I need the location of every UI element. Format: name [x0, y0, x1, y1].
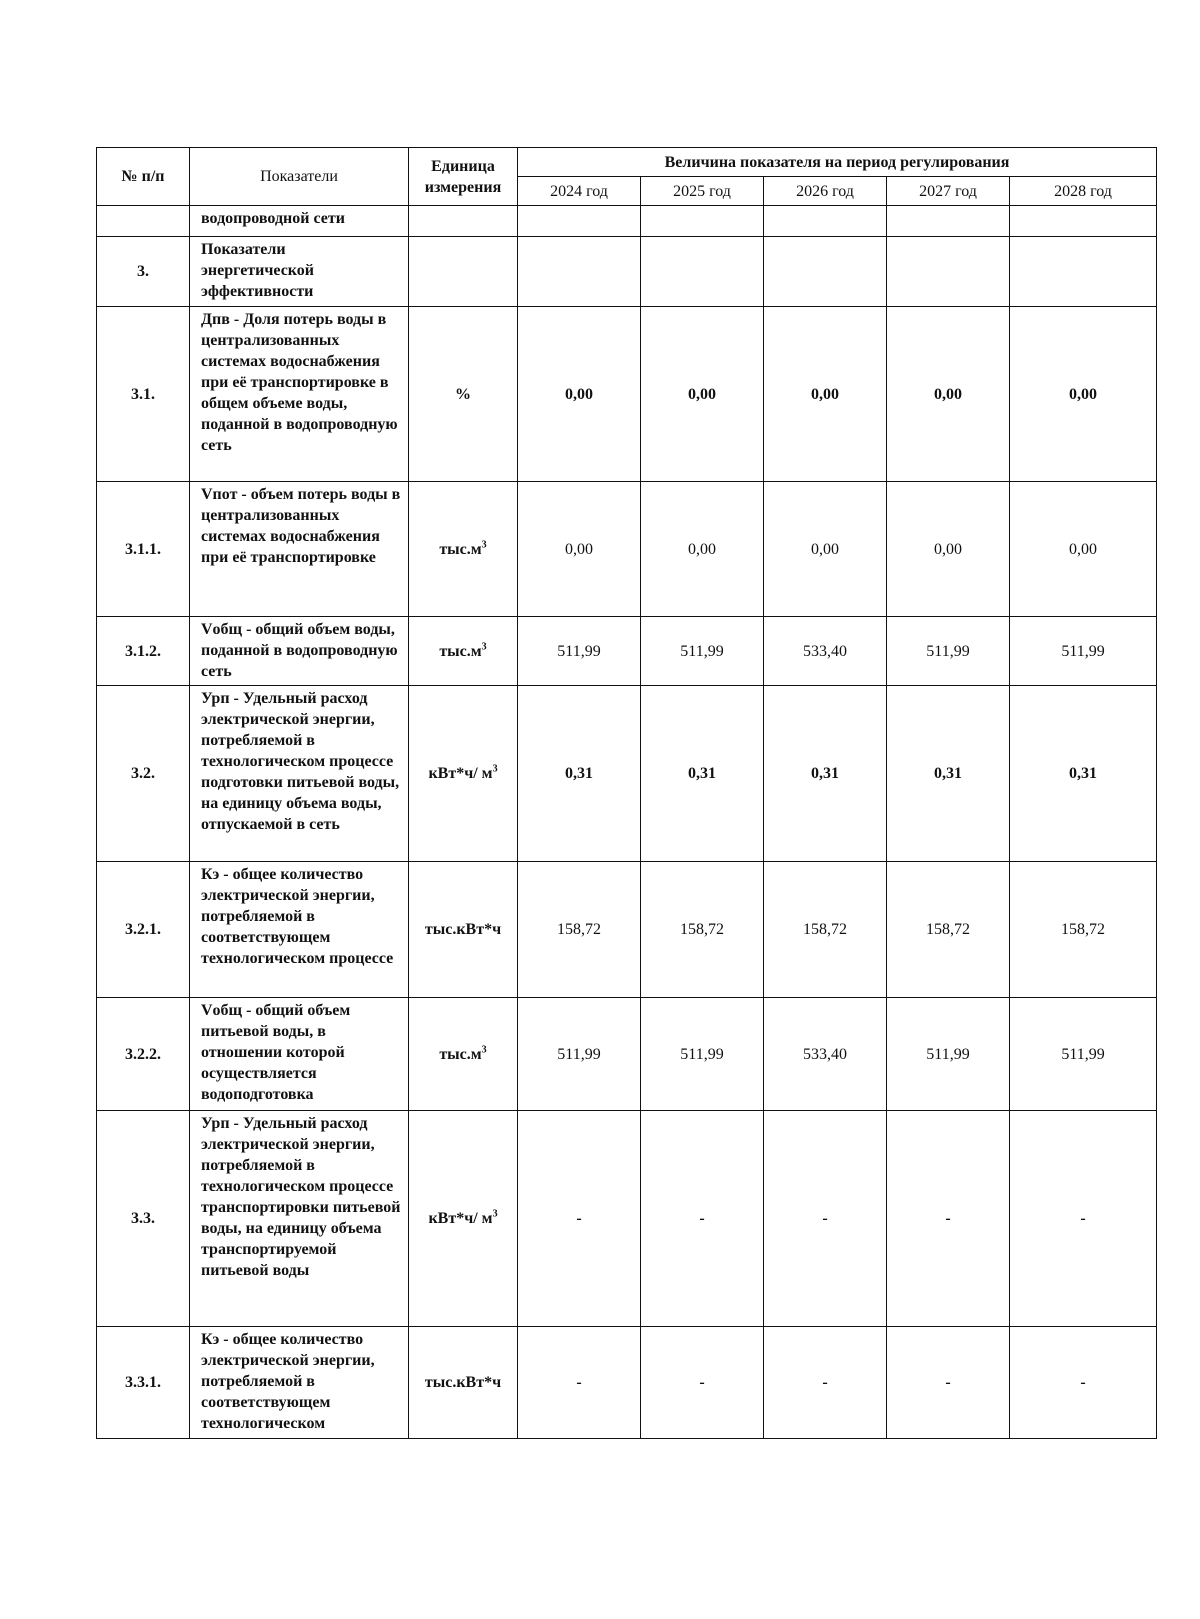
row-indicator: Vобщ - общий объем питьевой воды, в отношении которой осуществляется водоподготовка — [190, 998, 409, 1111]
row-unit-superscript: 3 — [492, 763, 498, 775]
row-value-2026 — [764, 237, 887, 307]
row-value-2027 — [887, 206, 1010, 237]
table-header-row — [97, 148, 1157, 177]
row-number: 3.3.1. — [97, 1327, 190, 1439]
table-row — [97, 998, 1157, 1111]
row-unit-text: кВт*ч/ м — [428, 1210, 493, 1227]
row-value-2027 — [887, 237, 1010, 307]
table-row — [97, 482, 1157, 617]
row-unit — [409, 307, 518, 482]
header-num: № п/п — [97, 148, 190, 206]
row-unit-text: тыс.кВт*ч — [424, 1374, 502, 1391]
row-value-2027: - — [887, 1327, 1010, 1439]
row-indicator: Кэ - общее количество электрической энергии, потребляемой в соответствующем технологическом — [190, 1327, 409, 1439]
header-year-2028: 2028 год — [1010, 177, 1157, 206]
row-number: 3.2.1. — [97, 862, 190, 998]
row-unit — [409, 998, 518, 1111]
row-value-2024: 158,72 — [518, 862, 641, 998]
row-unit — [409, 206, 518, 237]
row-value-2026: - — [764, 1111, 887, 1327]
row-unit-superscript: 3 — [481, 641, 487, 653]
indicators-table — [96, 147, 1157, 1439]
row-value-2027: 0,00 — [887, 482, 1010, 617]
row-value-2024: 0,31 — [518, 686, 641, 862]
row-value-2025: 511,99 — [641, 998, 764, 1111]
row-indicator: водопроводной сети — [190, 206, 409, 237]
row-value-2027: 511,99 — [887, 617, 1010, 686]
row-unit-superscript: 3 — [492, 1208, 498, 1220]
row-value-2025: 0,31 — [641, 686, 764, 862]
row-unit-text: тыс.м — [439, 642, 482, 660]
row-value-2027: 511,99 — [887, 998, 1010, 1111]
row-value-2024 — [518, 237, 641, 307]
table-row — [97, 1111, 1157, 1327]
row-indicator: Показатели энергетической эффективности — [190, 237, 409, 307]
row-value-2028: 511,99 — [1010, 617, 1157, 686]
row-value-2026 — [764, 206, 887, 237]
row-value-2028 — [1010, 237, 1157, 307]
header-year-2025: 2025 год — [641, 177, 764, 206]
table-row — [97, 862, 1157, 998]
row-indicator: Дпв - Доля потерь воды в централизованных системах водоснабжения при её транспортировке в общем объеме воды, поданной в водопроводную сеть — [190, 307, 409, 482]
row-value-2028 — [1010, 206, 1157, 237]
row-value-2028: - — [1010, 1111, 1157, 1327]
row-value-2028: - — [1010, 1327, 1157, 1439]
header-year-2027: 2027 год — [887, 177, 1010, 206]
row-value-2025: 511,99 — [641, 617, 764, 686]
row-value-2026: - — [764, 1327, 887, 1439]
row-value-2027: 158,72 — [887, 862, 1010, 998]
row-value-2028: 0,31 — [1010, 686, 1157, 862]
row-value-2027: 0,00 — [887, 307, 1010, 482]
row-number: 3.1.1. — [97, 482, 190, 617]
row-value-2024: 0,00 — [518, 482, 641, 617]
row-number — [97, 206, 190, 237]
row-value-2027: - — [887, 1111, 1010, 1327]
row-number: 3. — [97, 237, 190, 307]
row-indicator: Урп - Удельный расход электрической энергии, потребляемой в технологическом процессе подготовки питьевой воды, на единицу объема воды, отпускаемой в сеть — [190, 686, 409, 862]
row-unit — [409, 686, 518, 862]
row-unit-text: тыс.м — [439, 540, 482, 558]
row-number: 3.1. — [97, 307, 190, 482]
row-unit — [409, 1111, 518, 1327]
row-value-2027: 0,31 — [887, 686, 1010, 862]
row-value-2026: 158,72 — [764, 862, 887, 998]
header-year-2026: 2026 год — [764, 177, 887, 206]
row-value-2026: 533,40 — [764, 617, 887, 686]
row-indicator: Кэ - общее количество электрической энергии, потребляемой в соответствующем технологическом процессе — [190, 862, 409, 998]
table-row — [97, 307, 1157, 482]
table-row — [97, 1327, 1157, 1439]
row-unit-superscript: 3 — [481, 1044, 487, 1056]
row-value-2024: - — [518, 1111, 641, 1327]
row-indicator: Vпот - объем потерь воды в централизованных системах водоснабжения при её транспортировке — [190, 482, 409, 617]
row-number: 3.3. — [97, 1111, 190, 1327]
row-indicator: Vобщ - общий объем воды, поданной в водопроводную сеть — [190, 617, 409, 686]
row-value-2024: 511,99 — [518, 617, 641, 686]
row-value-2024: 511,99 — [518, 998, 641, 1111]
table-row — [97, 206, 1157, 237]
header-unit: Единица измерения — [409, 148, 518, 206]
row-value-2026: 533,40 — [764, 998, 887, 1111]
row-value-2025: 0,00 — [641, 307, 764, 482]
row-value-2028: 158,72 — [1010, 862, 1157, 998]
row-unit — [409, 482, 518, 617]
row-number: 3.2.2. — [97, 998, 190, 1111]
table-row — [97, 686, 1157, 862]
row-unit — [409, 237, 518, 307]
row-value-2026: 0,00 — [764, 307, 887, 482]
row-value-2026: 0,00 — [764, 482, 887, 617]
header-period: Величина показателя на период регулирования — [518, 148, 1157, 177]
table-row — [97, 237, 1157, 307]
header-indicator: Показатели — [190, 148, 409, 206]
row-unit — [409, 617, 518, 686]
row-value-2024 — [518, 206, 641, 237]
row-value-2025 — [641, 206, 764, 237]
row-unit — [409, 862, 518, 998]
row-unit-text: кВт*ч/ м — [428, 765, 493, 782]
row-value-2028: 0,00 — [1010, 307, 1157, 482]
row-unit — [409, 1327, 518, 1439]
row-value-2024: - — [518, 1327, 641, 1439]
row-unit-text: тыс.м — [439, 1045, 482, 1063]
row-number: 3.1.2. — [97, 617, 190, 686]
row-unit-text: тыс.кВт*ч — [424, 921, 502, 938]
row-value-2025: 0,00 — [641, 482, 764, 617]
row-value-2026: 0,31 — [764, 686, 887, 862]
row-value-2025: 158,72 — [641, 862, 764, 998]
row-value-2025: - — [641, 1327, 764, 1439]
header-year-2024: 2024 год — [518, 177, 641, 206]
row-indicator: Урп - Удельный расход электрической энергии, потребляемой в технологическом процессе транспортировки питьевой воды, на единицу объема транспортируемой питьевой воды — [190, 1111, 409, 1327]
table-row — [97, 617, 1157, 686]
row-value-2024: 0,00 — [518, 307, 641, 482]
row-value-2028: 511,99 — [1010, 998, 1157, 1111]
row-unit-text: % — [455, 385, 471, 403]
row-value-2025 — [641, 237, 764, 307]
row-value-2028: 0,00 — [1010, 482, 1157, 617]
row-number: 3.2. — [97, 686, 190, 862]
row-value-2025: - — [641, 1111, 764, 1327]
row-unit-superscript: 3 — [481, 539, 487, 551]
